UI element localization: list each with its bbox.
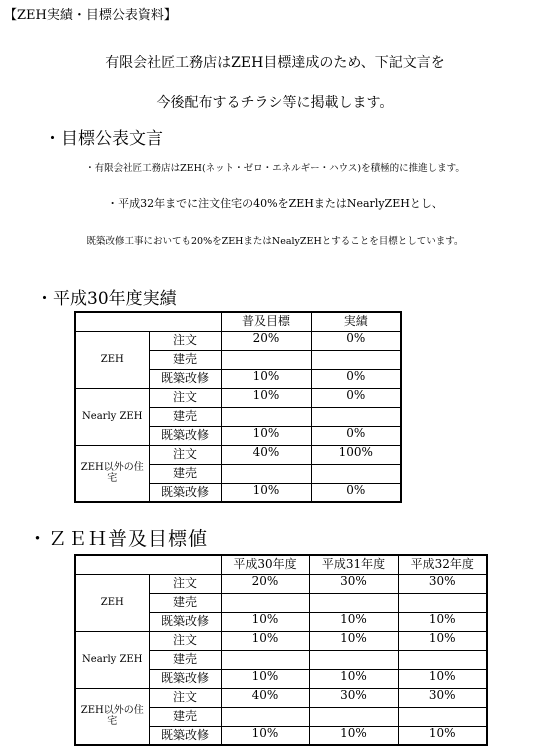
column-header: 平成31年度 [309, 555, 398, 574]
value-cell [398, 707, 487, 726]
type-cell: 建売 [149, 407, 221, 426]
results-heading: ・平成30年度実績 [36, 289, 177, 309]
value-cell: 10% [398, 631, 487, 650]
value-cell: 10% [221, 483, 311, 502]
value-cell: 10% [398, 669, 487, 688]
value-cell [311, 350, 401, 369]
targets-table [74, 554, 488, 746]
category-cell: Nearly ZEH [75, 388, 149, 445]
results-table [74, 311, 402, 503]
type-cell: 建売 [149, 707, 221, 726]
column-header: 実績 [311, 312, 401, 331]
table-row [75, 331, 401, 350]
table-row [75, 388, 401, 407]
value-cell [309, 593, 398, 612]
table-row [75, 688, 487, 707]
value-cell: 0% [311, 426, 401, 445]
value-cell: 100% [311, 445, 401, 464]
category-cell: ZEH [75, 574, 149, 631]
type-cell: 注文 [149, 688, 221, 707]
value-cell: 10% [221, 631, 309, 650]
value-cell: 10% [309, 726, 398, 745]
value-cell: 10% [309, 631, 398, 650]
value-cell [398, 650, 487, 669]
value-cell [309, 650, 398, 669]
value-cell: 20% [221, 574, 309, 593]
type-cell: 注文 [149, 445, 221, 464]
type-cell: 注文 [149, 574, 221, 593]
value-cell [221, 650, 309, 669]
value-cell: 10% [221, 726, 309, 745]
value-cell: 10% [221, 426, 311, 445]
type-cell: 注文 [149, 331, 221, 350]
value-cell [309, 707, 398, 726]
targets-heading: ・ＺＥＨ普及目標値 [28, 528, 209, 550]
intro-line-2: 今後配布するチラシ等に掲載します。 [156, 95, 394, 111]
table-row [75, 445, 401, 464]
type-cell: 建売 [149, 350, 221, 369]
value-cell [311, 464, 401, 483]
value-cell [221, 407, 311, 426]
category-cell: Nearly ZEH [75, 631, 149, 688]
value-cell [221, 593, 309, 612]
document-title: 【ZEH実績・目標公表資料】 [4, 8, 177, 23]
value-cell: 40% [221, 445, 311, 464]
type-cell: 既築改修 [149, 669, 221, 688]
table-row [75, 631, 487, 650]
intro-line-1: 有限会社匠工務店はZEH目標達成のため、下記文言を [105, 55, 445, 71]
value-cell: 30% [398, 688, 487, 707]
type-cell: 建売 [149, 464, 221, 483]
policy-line-2: ・平成32年までに注文住宅の40%をZEHまたはNearlyZEHとし、 [107, 197, 443, 210]
policy-line-3: 既築改修工事においても20%をZEHまたはNealyZEHとすることを目標としています。 [86, 236, 464, 247]
value-cell [221, 707, 309, 726]
category-cell: ZEH [75, 331, 149, 388]
type-cell: 既築改修 [149, 612, 221, 631]
type-cell: 注文 [149, 388, 221, 407]
type-cell: 既築改修 [149, 483, 221, 502]
value-cell: 10% [221, 669, 309, 688]
table-row [75, 574, 487, 593]
value-cell: 0% [311, 483, 401, 502]
value-cell: 10% [398, 726, 487, 745]
value-cell: 40% [221, 688, 309, 707]
category-cell: ZEH以外の住宅 [75, 688, 149, 745]
value-cell: 10% [221, 369, 311, 388]
value-cell: 10% [221, 388, 311, 407]
header-blank-cell [75, 555, 221, 574]
column-header: 平成30年度 [221, 555, 309, 574]
category-cell: ZEH以外の住宅 [75, 445, 149, 502]
type-cell: 建売 [149, 650, 221, 669]
header-blank-cell [75, 312, 221, 331]
value-cell [311, 407, 401, 426]
value-cell: 10% [221, 612, 309, 631]
type-cell: 既築改修 [149, 426, 221, 445]
value-cell: 10% [398, 612, 487, 631]
value-cell: 30% [398, 574, 487, 593]
value-cell: 0% [311, 369, 401, 388]
policy-heading: ・目標公表文言 [44, 129, 163, 149]
column-header: 普及目標 [221, 312, 311, 331]
type-cell: 注文 [149, 631, 221, 650]
table-header-row [75, 312, 401, 331]
value-cell: 10% [309, 669, 398, 688]
value-cell: 0% [311, 388, 401, 407]
value-cell [398, 593, 487, 612]
value-cell [221, 464, 311, 483]
type-cell: 建売 [149, 593, 221, 612]
policy-line-1: ・有限会社匠工務店はZEH(ネット・ゼロ・エネルギー・ハウス)を積極的に推進します。 [85, 163, 465, 174]
type-cell: 既築改修 [149, 369, 221, 388]
value-cell: 20% [221, 331, 311, 350]
value-cell: 10% [309, 612, 398, 631]
value-cell: 30% [309, 574, 398, 593]
value-cell: 30% [309, 688, 398, 707]
value-cell: 0% [311, 331, 401, 350]
value-cell [221, 350, 311, 369]
table-header-row [75, 555, 487, 574]
type-cell: 既築改修 [149, 726, 221, 745]
column-header: 平成32年度 [398, 555, 487, 574]
